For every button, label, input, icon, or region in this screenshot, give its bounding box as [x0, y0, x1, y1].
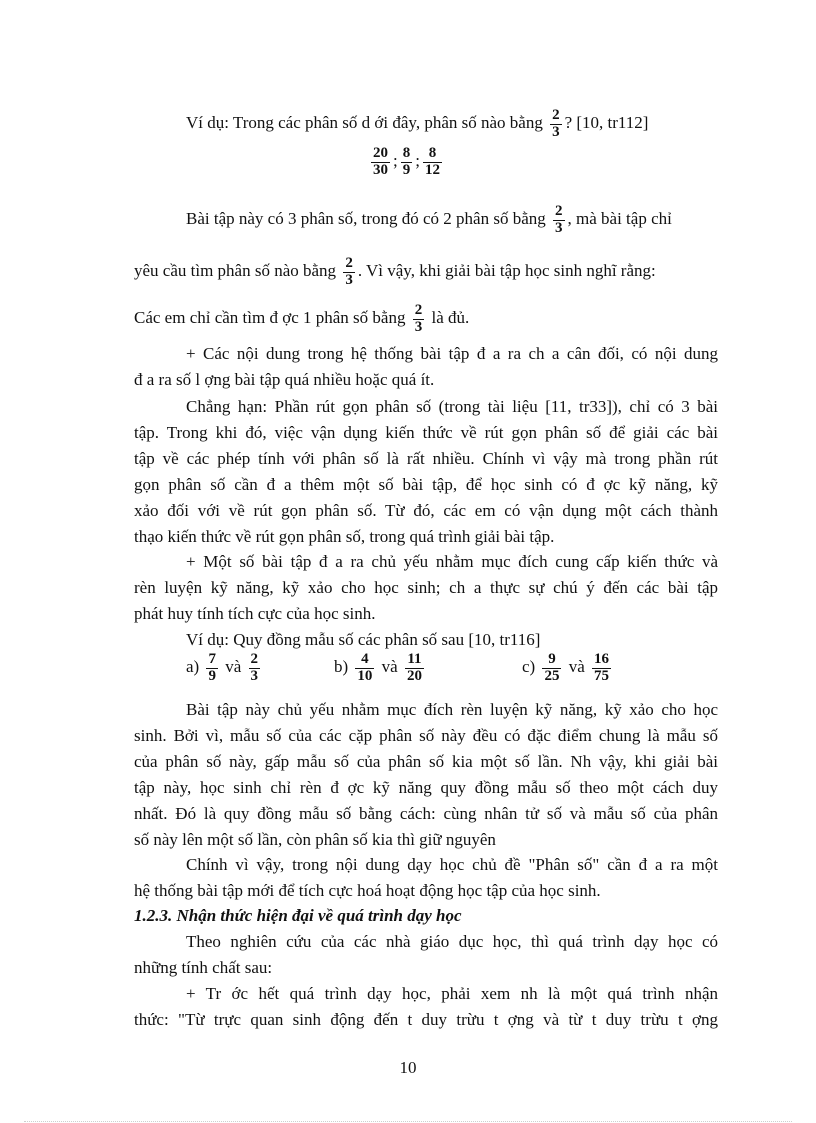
body-line: + Các nội dung trong hệ thống bài tập đ a ra ch a cân đối, có nội dung — [186, 344, 718, 363]
body-line: thức: "Từ trực quan sinh động đến t duy trừu t ợng và từ t duy trừu t ợng — [134, 1010, 718, 1029]
section-heading: 1.2.3. Nhận thức hiện đại về quá trình dạy học — [134, 906, 462, 925]
page-bottom-divider — [24, 1121, 792, 1122]
example-1-text: Ví dụ: Trong các phân số d ới đây, phân số nào bằng — [186, 113, 543, 133]
body-line: xảo đối với về rút gọn phân số. Từ đó, các em có vận dụng một cách thành — [134, 501, 718, 520]
body-line: Chính vì vậy, trong nội dung dạy học chủ đề "Phân số" cần đ a ra một — [186, 855, 718, 874]
example-1-ref: ? [10, tr112] — [564, 113, 649, 133]
body-line: phát huy tính tích cực của học sinh. — [134, 604, 376, 623]
body-line: tập. Trong khi đó, việc vận dụng kiến thức về rút gọn phân số để giải các bài — [134, 423, 718, 442]
paragraph-1-line-3: Các em chỉ cần tìm đ ợc 1 phân số bằng $\frac{2}{3}$ là đủ. — [134, 302, 470, 335]
fraction-8-9: $\frac{8}{9}$ — [402, 145, 411, 178]
exercise-a: a) $\frac{7}{9}$ và $\frac{2}{3}$ — [186, 651, 259, 684]
fraction-two-thirds: $\frac{2}{3}$ — [552, 107, 560, 140]
fraction-20-30: $\frac{20}{30}$ — [373, 145, 388, 178]
body-line: Ví dụ: Quy đồng mẫu số các phân số sau [10, tr116] — [186, 630, 541, 649]
body-line: đ a ra số l ợng bài tập quá nhiều hoặc quá ít. — [134, 370, 435, 389]
exercise-b: b) $\frac{4}{10}$ và $\frac{11}{20}$ — [334, 651, 422, 684]
body-line: tập này, học sinh chỉ rèn đ ợc kỹ năng quy đồng mẫu số theo một cách duy — [134, 778, 718, 797]
body-line: của phân số này, gấp mẫu số của phân số kia một số lần. Nh vậy, khi giải bài — [134, 752, 718, 771]
list-separator: ; — [415, 151, 420, 171]
body-line: gọn phân số cần đ a thêm một số bài tập, để học sinh có đ ợc kỹ năng, kỹ — [134, 475, 718, 494]
body-line: tập về các phép tính với phân số là rất nhiều. Chính vì vậy mà trong phần rút — [134, 449, 718, 468]
fraction-8-12: $\frac{8}{12}$ — [424, 145, 440, 178]
body-line: sinh. Bởi vì, mẫu số của các cặp phân số này đều có đặc điểm chung là mẫu số — [134, 726, 718, 745]
paragraph-1-line-1: Bài tập này có 3 phân số, trong đó có 2 phân số bằng $\frac{2}{3}$ , mà bài tập chỉ — [186, 203, 672, 236]
fraction-list — [368, 146, 568, 179]
body-line: rèn luyện kỹ năng, kỹ xảo cho học sinh; ch a thực sự chú ý đến các bài tập — [134, 578, 718, 597]
fraction-two-thirds: $\frac{2}{3}$ — [414, 302, 423, 335]
paragraph-1-line-2: yêu cầu tìm phân số nào bằng $\frac{2}{3}$ . Vì vậy, khi giải bài tập học sinh nghĩ rằng: — [134, 255, 656, 288]
exercise-c: c) $\frac{9}{25}$ và $\frac{16}{75}$ — [522, 651, 610, 684]
fraction-two-thirds: $\frac{2}{3}$ — [555, 203, 563, 236]
body-line: Bài tập này chủ yếu nhằm mục đích rèn luyện kỹ năng, kỹ xảo cho học — [186, 700, 718, 719]
body-line: + Tr ớc hết quá trình dạy học, phải xem nh là một quá trình nhận — [186, 984, 718, 1003]
example-1-line — [186, 108, 746, 141]
body-line: những tính chất sau: — [134, 958, 273, 977]
fraction-two-thirds: $\frac{2}{3}$ — [345, 255, 353, 288]
body-line: nhất. Đó là quy đồng mẫu số bằng cách: cùng nhân tử số và mẫu số của phân — [134, 804, 718, 823]
body-line: + Một số bài tập đ a ra chủ yếu nhằm mục đích cung cấp kiến thức và — [186, 552, 718, 571]
body-line: thạo kiến thức về rút gọn phân số, trong quá trình giải bài tập. — [134, 527, 555, 546]
list-separator: ; — [393, 151, 398, 171]
body-line: hệ thống bài tập mới để tích cực hoá hoạt động học tập của học sinh. — [134, 881, 601, 900]
body-line: Theo nghiên cứu của các nhà giáo dục học, thì quá trình dạy học có — [186, 932, 718, 951]
page-number: 10 — [399, 1058, 417, 1077]
body-line: Chẳng hạn: Phần rút gọn phân số (trong tài liệu [11, tr33]), chỉ có 3 bài — [186, 397, 718, 416]
body-line: số này lên một số lần, còn phân số kia thì giữ nguyên — [134, 830, 496, 849]
